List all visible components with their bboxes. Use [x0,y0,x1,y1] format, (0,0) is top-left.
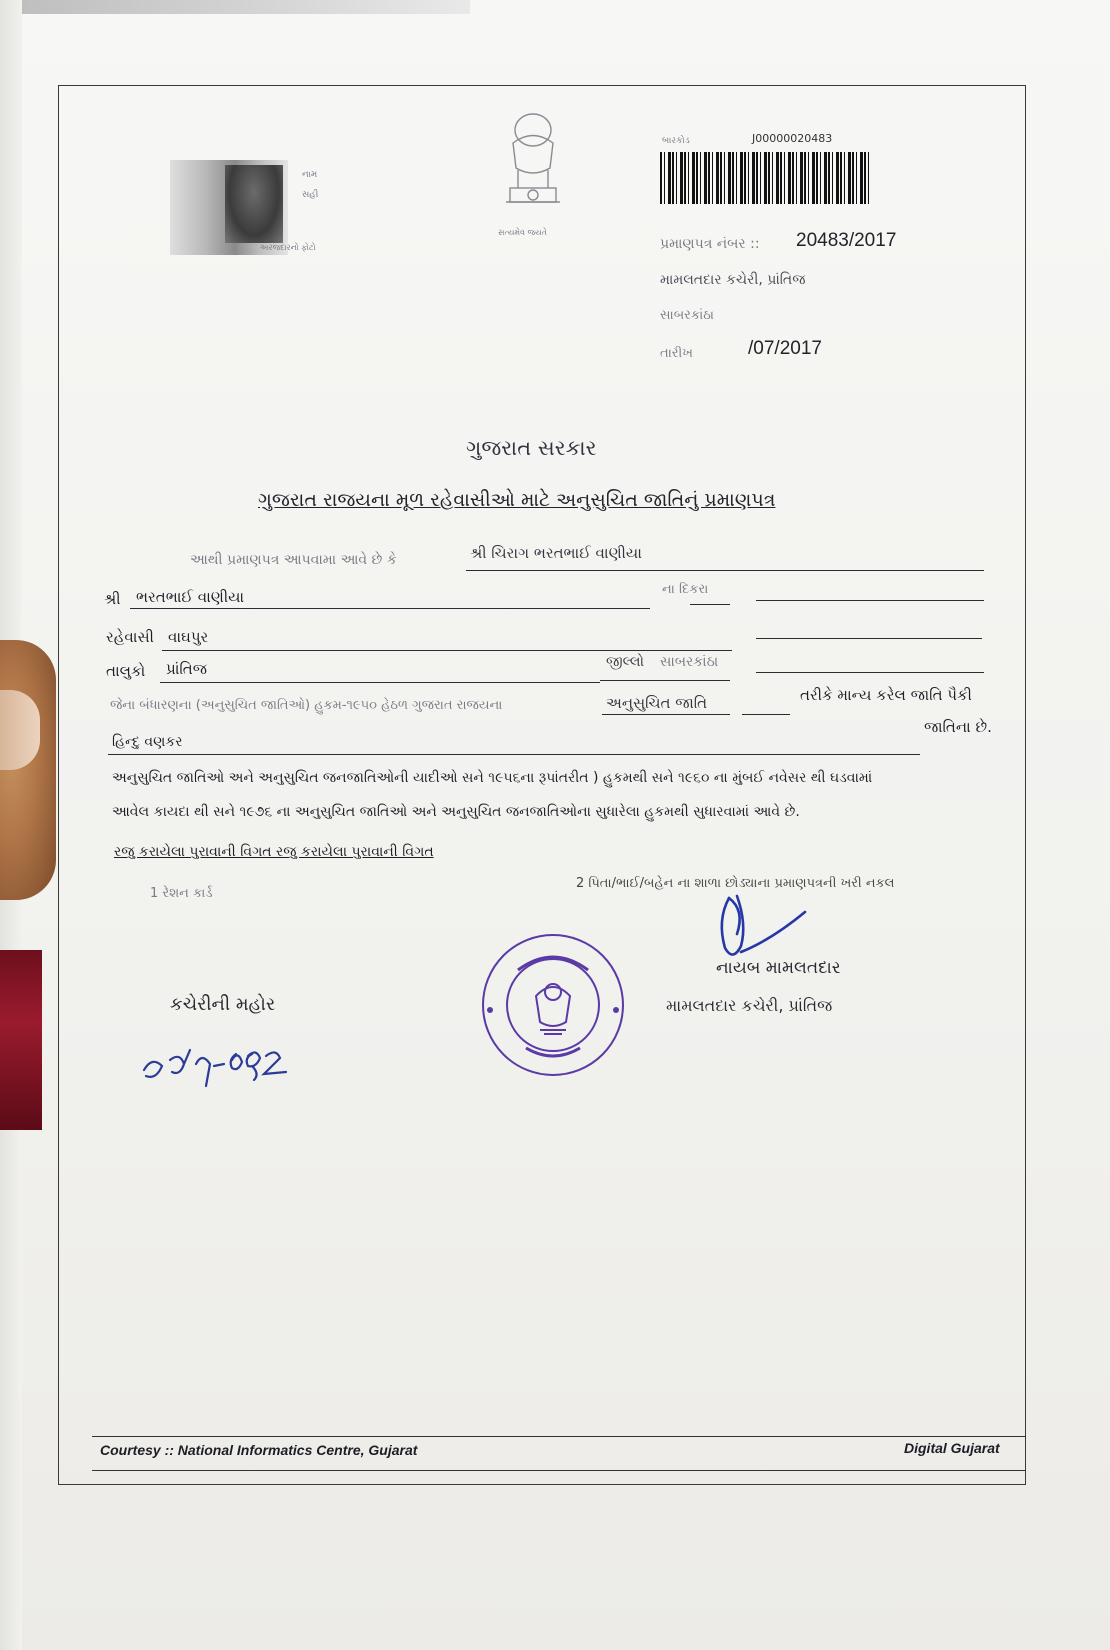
relation-line [690,604,730,605]
district-value: સાબરકાંઠા [660,654,719,670]
certificate-number-label: પ્રમાણપત્ર નંબર :: [660,236,760,252]
father-name: ભરતભાઈ વાણીયા [136,588,245,606]
category-extra-line [742,714,790,715]
office-seal-label: કચેરીની મહોર [170,994,276,1015]
signatory-title: નાયબ મામલતદાર [716,958,841,978]
issuing-district: સાબરકાંઠા [660,308,714,323]
residence-value: વાઘપુર [168,628,209,646]
evidence-item-1: 1 રેશન કાર્ડ [150,886,213,901]
government-title: ગુજરાત સરકાર [466,436,597,460]
issuing-office: મામલતદાર કચેરી, પ્રાંતિજ [660,272,806,288]
applicant-name-line [466,570,984,571]
background-red-cloth [0,950,42,1130]
taluka-value: પ્રાંતિજ [166,660,207,678]
national-emblem-icon [488,108,578,238]
certify-label: આથી પ્રમાણપત્ર આપવામા આવે છે કે [190,552,397,568]
courtesy-top-rule [92,1436,1026,1437]
barcode-label: બારકોડ [662,136,690,146]
certificate-number: 20483/2017 [796,230,897,251]
holder-thumb [0,640,56,900]
constitution-text: જેના બંધારણના (અનુસુચિત જાતિઓ) હુકમ-૧૯૫૦ હેઠળ ગુજરાત રાજયના [110,698,503,713]
category-value: અનુસુચિત જાતિ [606,694,708,712]
digital-gujarat-text: Digital Gujarat [904,1440,1000,1456]
mamlatdar-seal-icon [478,930,628,1080]
residence-line [162,650,732,651]
residence-label: રહેવાસી [106,628,154,646]
scanner-top-strip [0,0,470,14]
evidence-heading: રજુ કરાયેલા પુરાવાની વિગત રજુ કરાયેલા પુરાવાની વિગત [114,844,434,860]
father-name-line [130,608,650,609]
photo-face [225,165,283,243]
caste-line [108,754,920,755]
photo-caption: અરજદારનો ફોટો [260,243,316,252]
father-prefix: શ્રી [104,590,121,608]
legal-paragraph-1: અનુસુચિત જાતિઓ અને અનુસુચિત જનજાતિઓની યાદીઓ સને ૧૯૫૬ના રૂપાંતરીત ) હુકમથી સને ૧૯૬૦ ના મુંબઈ નવેસર થી ઘડવામાં [112,770,873,786]
district-line [600,680,730,681]
caste-suffix: જાતિના છે. [924,718,992,736]
photo-side-text-1: નામ [302,170,318,180]
category-line [602,714,730,715]
taluka-line [160,682,600,683]
holder-thumbnail [0,690,40,770]
barcode-graphic [660,152,872,204]
courtesy-text: Courtesy :: National Informatics Centre, Gujarat [100,1442,418,1458]
issue-date-label: તારીખ [660,346,693,361]
certificate-heading: ગુજરાત રાજયના મૂળ રહેવાસીઓ માટે અનુસુચિત જાતિનું પ્રમાણપત્ર [258,489,776,511]
evidence-item-2: 2 પિતા/ભાઈ/બહેન ના શાળા છોડ્યાના પ્રમાણપત્રની ખરી નકલ [576,876,895,891]
applicant-name: શ્રી ચિરાગ ભરતભાઈ વાણીયા [470,544,642,562]
applicant-photo [170,160,288,255]
barcode-number: J00000020483 [752,132,833,145]
photo-side-text-2: સહી [302,190,319,200]
taluka-label: તાલુકો [106,662,146,680]
handwritten-reference-number [140,1040,290,1095]
caste-value: હિન્દુ વણકર [112,734,183,750]
emblem-caption: સત્યમેવ જયતે [498,228,547,237]
district-extra-line [756,672,984,673]
courtesy-bottom-rule [92,1470,1026,1471]
issue-date: /07/2017 [748,338,822,359]
relation-extra-line [756,600,984,601]
legal-paragraph-2: આવેલ કાયદા થી સને ૧૯૭૬ ના અનુસુચિત જાતિઓ અને અનુસુચિત જનજાતિઓના સુધારેલા હુકમથી સુધારવામાં આવે છે. [112,804,800,820]
recognized-text: તરીકે માન્ય કરેલ જાતિ પૈકી [800,686,972,704]
district-label: જીલ્લો [606,654,644,670]
relation-label: ના દિકરા [662,582,709,597]
signatory-office: મામલતદાર કચેરી, પ્રાંતિજ [666,996,833,1015]
residence-extra-line [756,638,982,639]
